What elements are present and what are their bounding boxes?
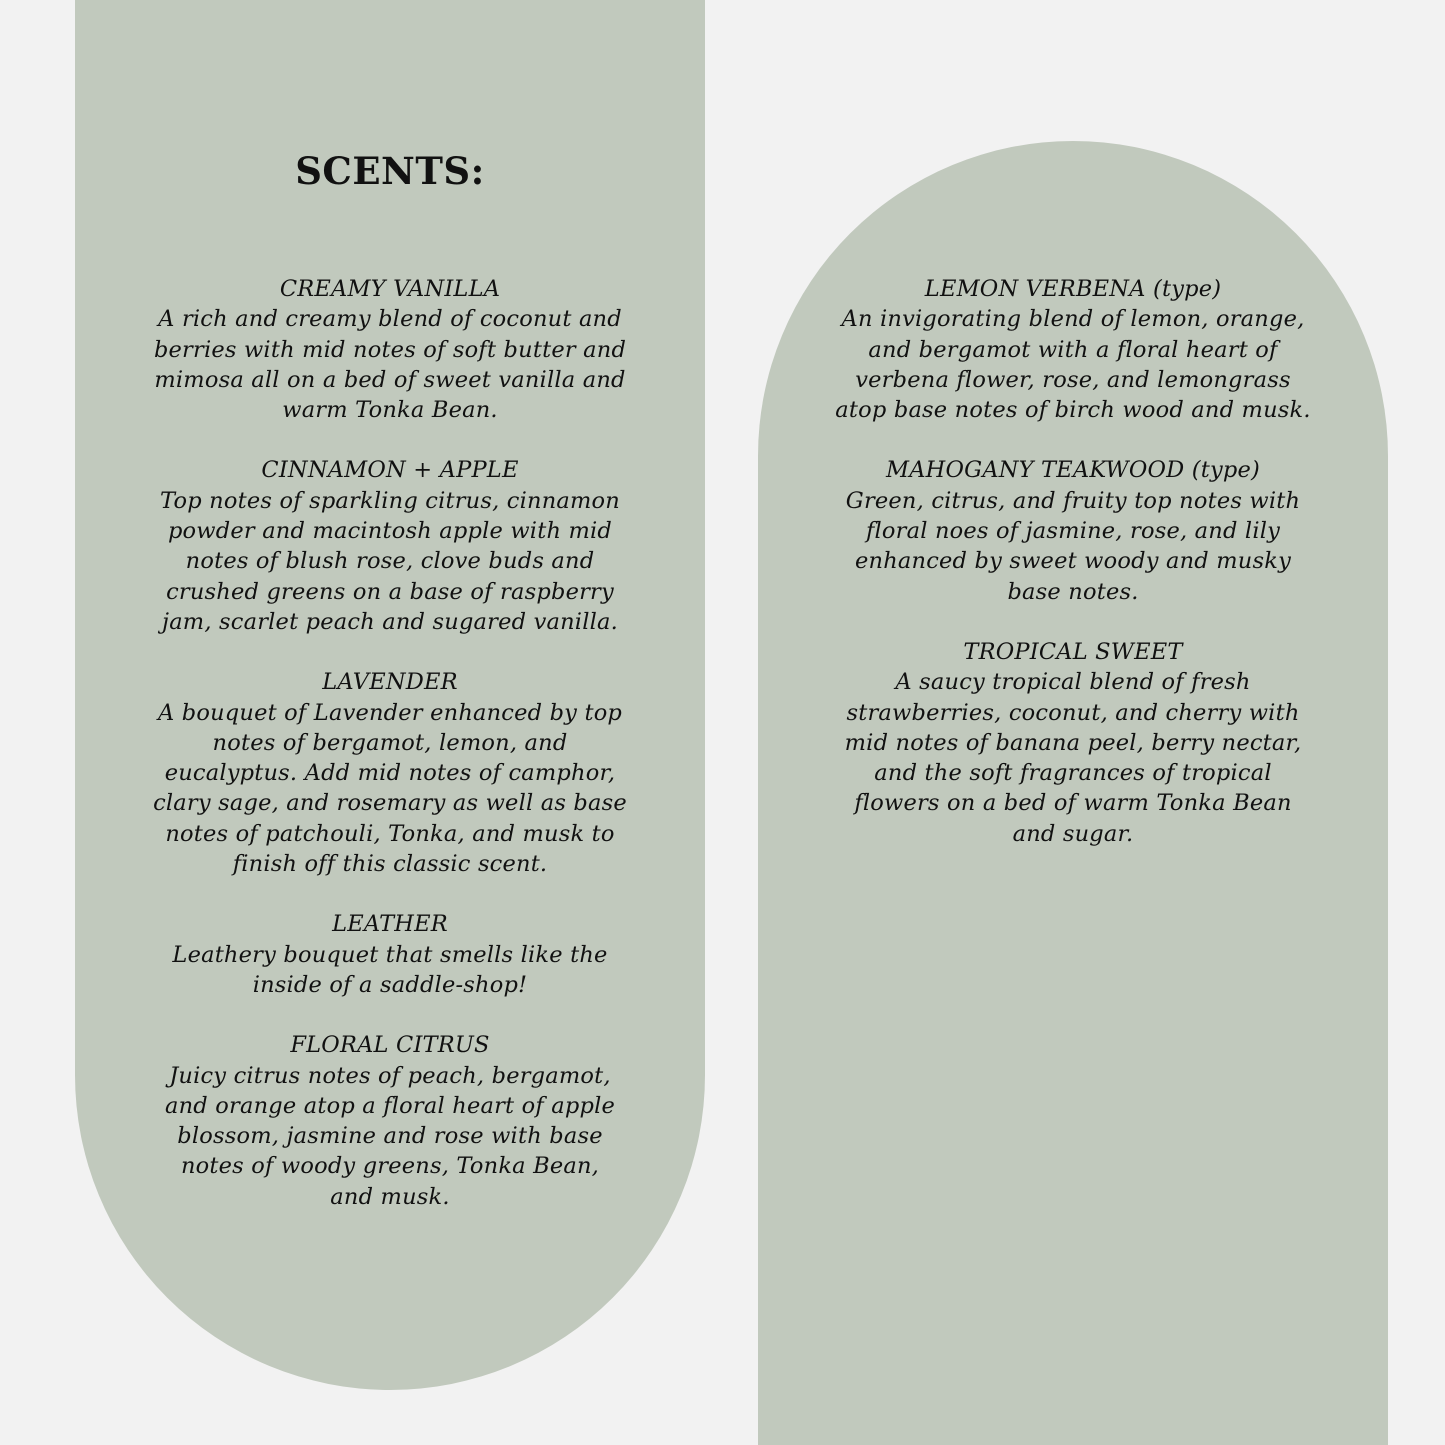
description-line: inside of a saddle-shop! bbox=[252, 971, 528, 998]
description-line: berries with mid notes of soft butter and bbox=[153, 336, 627, 363]
scent-name-text: CINNAMON + APPLE bbox=[261, 457, 519, 484]
description-line: warm Tonka Bean. bbox=[282, 397, 498, 424]
description-line: powder and macintosh apple with mid bbox=[167, 518, 613, 545]
description-line: notes of patchouli, Tonka, and musk to bbox=[165, 820, 615, 847]
scent-name bbox=[75, 1030, 705, 1060]
description-line: and orange atop a floral heart of apple bbox=[165, 1092, 615, 1119]
scent-lemon-verbena bbox=[758, 274, 1388, 425]
scent-description bbox=[758, 667, 1388, 849]
scent-description bbox=[75, 698, 705, 880]
scent-description bbox=[758, 486, 1388, 607]
description-line: eucalyptus. Add mid notes of camphor, bbox=[164, 760, 616, 787]
description-line: floral noes of jasmine, rose, and lily bbox=[865, 518, 1281, 545]
scent-name-text: FLORAL CITRUS bbox=[290, 1032, 490, 1059]
scent-description bbox=[75, 1061, 705, 1212]
description-line: A saucy tropical blend of fresh bbox=[895, 669, 1251, 696]
description-line: notes of blush rose, clove buds and bbox=[185, 548, 595, 575]
description-line: strawberries, coconut, and cherry with bbox=[846, 699, 1300, 726]
description-line: Top notes of sparkling citrus, cinnamon bbox=[160, 487, 620, 514]
description-line: Leathery bouquet that smells like the bbox=[172, 941, 608, 968]
description-line: clary sage, and rosemary as well as base bbox=[153, 790, 627, 817]
scent-name bbox=[758, 274, 1388, 304]
description-line: enhanced by sweet woody and musky bbox=[855, 548, 1291, 575]
scent-description bbox=[75, 486, 705, 637]
scent-cinnamon-apple bbox=[75, 455, 705, 637]
description-line: finish off this classic scent. bbox=[232, 851, 548, 878]
scent-lavender bbox=[75, 667, 705, 879]
description-line: blossom, jasmine and rose with base bbox=[177, 1123, 603, 1150]
scent-name bbox=[75, 909, 705, 939]
description-line: atop base notes of birch wood and musk. bbox=[835, 397, 1311, 424]
description-line: and musk. bbox=[330, 1183, 450, 1210]
scent-description bbox=[75, 940, 705, 1001]
scent-tropical-sweet bbox=[758, 637, 1388, 849]
scent-name bbox=[758, 637, 1388, 667]
description-line: crushed greens on a base of raspberry bbox=[166, 578, 614, 605]
scent-description bbox=[758, 304, 1388, 425]
right-scent-column bbox=[758, 274, 1388, 879]
description-line: An invigorating blend of lemon, orange, bbox=[841, 306, 1305, 333]
description-line: base notes. bbox=[1007, 578, 1139, 605]
scent-type-label: (type) bbox=[1191, 457, 1260, 484]
description-line: verbena flower, rose, and lemongrass bbox=[855, 366, 1291, 393]
scent-creamy-vanilla bbox=[75, 274, 705, 425]
page-title: SCENTS: bbox=[295, 149, 485, 193]
description-line: and sugar. bbox=[1012, 820, 1134, 847]
scent-name bbox=[758, 455, 1388, 485]
scent-name-text: LAVENDER bbox=[322, 669, 458, 696]
scent-name bbox=[75, 274, 705, 304]
left-scent-column bbox=[75, 274, 705, 1242]
scent-floral-citrus bbox=[75, 1030, 705, 1212]
description-line: flowers on a bed of warm Tonka Bean bbox=[854, 790, 1292, 817]
description-line: Green, citrus, and fruity top notes with bbox=[845, 487, 1301, 514]
scent-name-text: LEMON VERBENA bbox=[924, 276, 1146, 302]
scent-name-text: CREAMY VANILLA bbox=[279, 276, 501, 302]
description-line: A rich and creamy blend of coconut and bbox=[158, 306, 622, 333]
scent-leather bbox=[75, 909, 705, 1000]
description-line: notes of bergamot, lemon, and bbox=[212, 729, 568, 756]
scent-name-text: MAHOGANY TEAKWOOD bbox=[885, 457, 1185, 484]
description-line: and bergamot with a floral heart of bbox=[868, 336, 1278, 363]
description-line: and the soft fragrances of tropical bbox=[874, 760, 1272, 787]
scent-description bbox=[75, 304, 705, 425]
scent-type-label: (type) bbox=[1152, 276, 1222, 302]
description-line: mid notes of banana peel, berry nectar, bbox=[844, 729, 1302, 756]
description-line: A bouquet of Lavender enhanced by top bbox=[157, 699, 623, 726]
scent-name-text: LEATHER bbox=[332, 911, 448, 938]
scent-mahogany-teakwood bbox=[758, 455, 1388, 606]
description-line: Juicy citrus notes of peach, bergamot, bbox=[169, 1062, 611, 1089]
scent-name bbox=[75, 455, 705, 485]
description-line: mimosa all on a bed of sweet vanilla and bbox=[154, 366, 626, 393]
description-line: notes of woody greens, Tonka Bean, bbox=[180, 1153, 600, 1180]
description-line: jam, scarlet peach and sugared vanilla. bbox=[162, 608, 618, 635]
scent-name-text: TROPICAL SWEET bbox=[963, 638, 1183, 665]
scent-name bbox=[75, 667, 705, 697]
